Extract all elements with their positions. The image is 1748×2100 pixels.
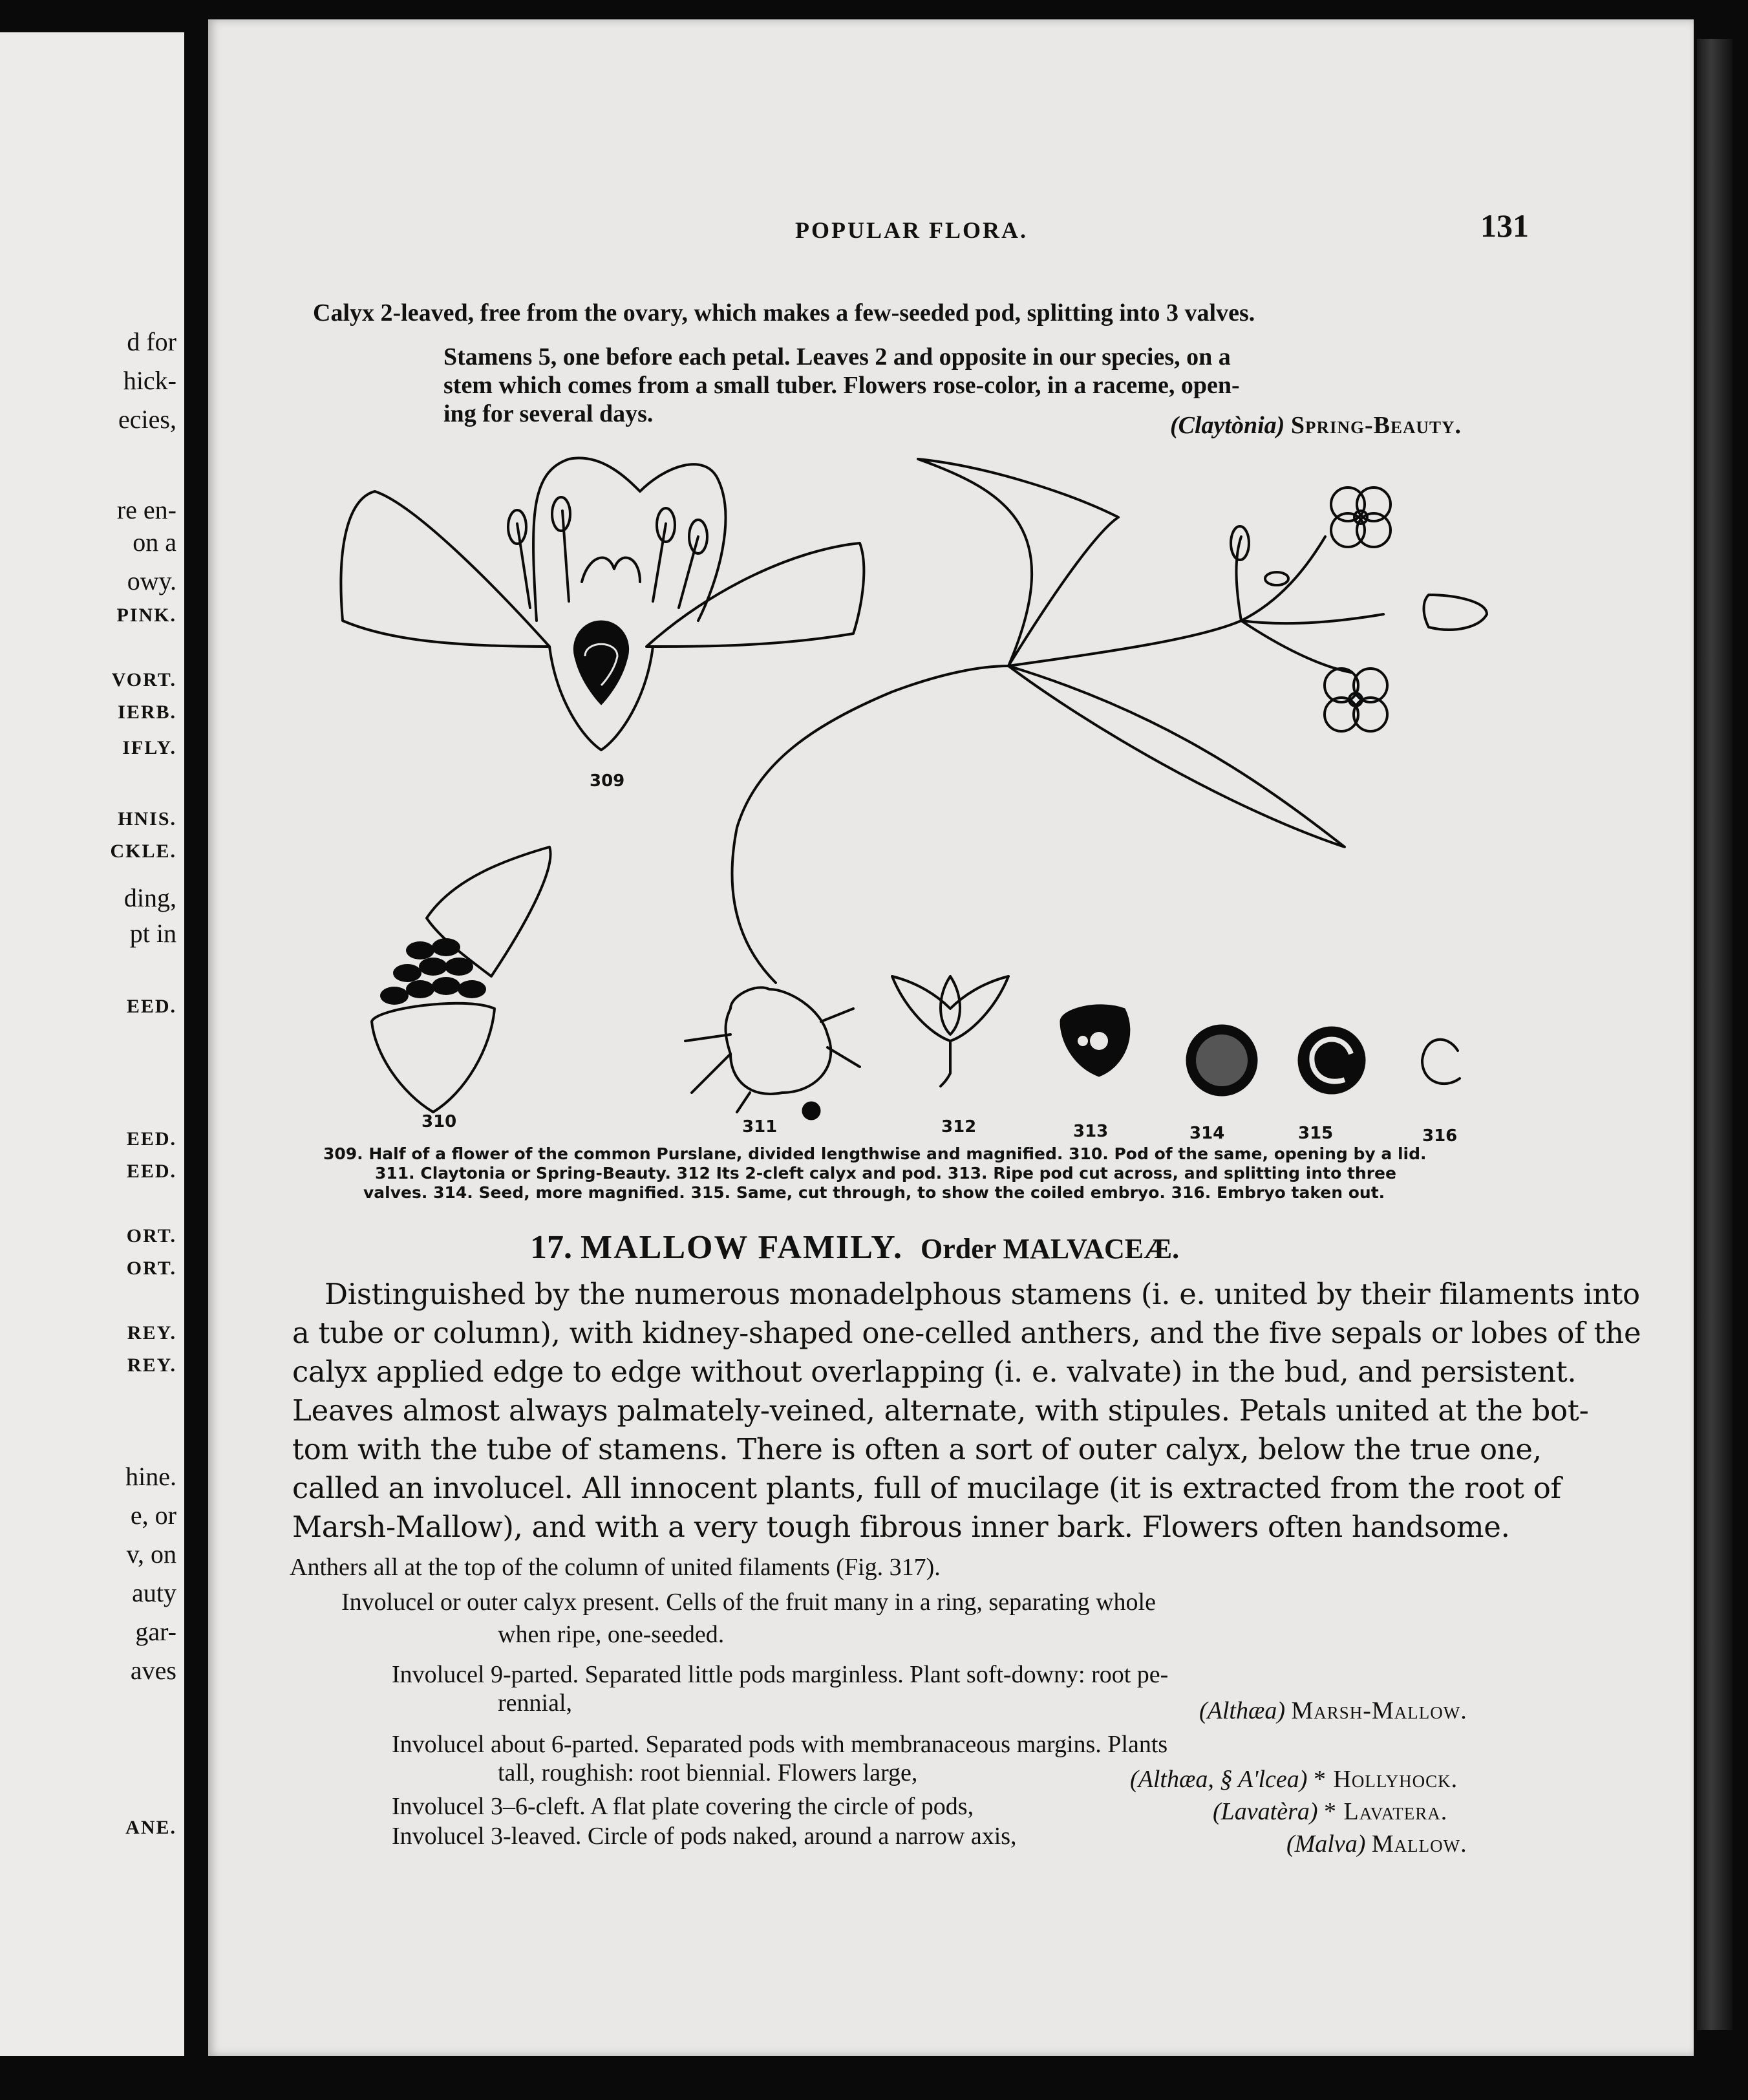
- claytonia-line-2: Stamens 5, one before each petal. Leaves 2 and opposite in our species, on a: [443, 343, 1231, 370]
- claytonia-genus: (Claytònia): [1170, 412, 1285, 439]
- facing-page-fragment: owy.: [127, 566, 176, 595]
- paragraph-line-5: tom with the tube of stamens. There is often a sort of outer calyx, below the true one,: [292, 1432, 1542, 1466]
- key-genus-5: (Lavatèra): [1213, 1798, 1318, 1825]
- key-line-2a: Involucel or outer calyx present. Cells of the fruit many in a ring, separating whole: [341, 1589, 1156, 1616]
- claytonia-common: Spring-Beauty.: [1290, 412, 1462, 439]
- fig-label-312: 312: [941, 1117, 977, 1137]
- embryo-figure: [1422, 1040, 1460, 1084]
- running-head: POPULAR FLORA.: [795, 217, 1028, 243]
- fig-label-316: 316: [1422, 1126, 1458, 1146]
- facing-page-fragment: EED.: [126, 1128, 176, 1150]
- facing-page-fragment: ding,: [123, 883, 176, 912]
- paragraph-line-6: called an involucel. All innocent plants, full of mucilage (it is extracted from the root of: [292, 1471, 1561, 1505]
- facing-page-fragment: v, on: [126, 1539, 176, 1569]
- section-title: MALLOW FAMILY.: [581, 1229, 903, 1266]
- fig-label-310: 310: [421, 1112, 457, 1131]
- paragraph-line-2: a tube or column), with kidney-shaped one-celled anthers, and the five sepals or lobes of the: [292, 1316, 1641, 1350]
- facing-page-fragment: ANE.: [125, 1817, 176, 1838]
- purslane-half-flower-figure: [341, 458, 864, 750]
- facing-page-fragment: ecies,: [118, 405, 176, 434]
- facing-page-fragment: REY.: [127, 1322, 176, 1344]
- seed-figure: [1186, 1025, 1257, 1096]
- key-genus-6: (Malva): [1286, 1830, 1366, 1858]
- key-line-3b: rennial,: [498, 1689, 573, 1717]
- fig-label-311: 311: [742, 1117, 778, 1137]
- key-common-4: * Hollyhock.: [1313, 1766, 1458, 1793]
- facing-page-fragment: ORT.: [126, 1258, 176, 1279]
- key-line-2b: when ripe, one-seeded.: [498, 1621, 725, 1648]
- facing-page-fragment: auty: [132, 1578, 176, 1607]
- claytonia-line-1: Calyx 2-leaved, free from the ovary, which makes a few-seeded pod, splitting into 3 valves.: [313, 299, 1255, 327]
- facing-page-fragment: gar-: [135, 1617, 176, 1646]
- claytonia-line-3: stem which comes from a small tuber. Flowers rose-color, in a raceme, open-: [443, 372, 1240, 399]
- paragraph-line-4: Leaves almost always palmately-veined, alternate, with stipules. Petals united at the bot-: [292, 1393, 1589, 1428]
- section-heading: [530, 1228, 1179, 1267]
- paragraph-line-1: Distinguished by the numerous monadelphous stamens (i. e. united by their filaments into: [325, 1277, 1640, 1311]
- paragraph-line-3: calyx applied edge to edge without overlapping (i. e. valvate) in the bud, and persistent.: [292, 1355, 1577, 1389]
- key-common-5: * Lavatera.: [1324, 1798, 1448, 1825]
- facing-page-fragment: on a: [133, 528, 176, 557]
- claytonia-line-4: ing for several days.: [443, 400, 654, 427]
- seed-cut-figure: [1298, 1027, 1365, 1094]
- flower-1: [1331, 488, 1391, 547]
- facing-page-fragment: EED.: [126, 996, 176, 1017]
- flower-2: [1325, 669, 1387, 731]
- key-line-5: Involucel 3–6-cleft. A flat plate covering the circle of pods,: [392, 1793, 974, 1820]
- fig-label-314: 314: [1189, 1124, 1225, 1143]
- facing-page-fragment: IERB.: [118, 702, 176, 723]
- key-name-6: [1286, 1830, 1467, 1858]
- key-common-6: Mallow.: [1371, 1830, 1467, 1858]
- key-line-3a: Involucel 9-parted. Separated little pods marginless. Plant soft-downy: root pe-: [392, 1661, 1169, 1688]
- key-genus-4: (Althæa, § A'lcea): [1130, 1766, 1308, 1793]
- fig-label-315: 315: [1298, 1124, 1334, 1143]
- key-genus-3: (Althæa): [1199, 1697, 1285, 1724]
- fig-label-313: 313: [1073, 1122, 1109, 1141]
- key-line-4a: Involucel about 6-parted. Separated pods with membranaceous margins. Plants: [392, 1731, 1168, 1758]
- facing-page-fragment: HNIS.: [118, 808, 176, 830]
- key-line-1: Anthers all at the top of the column of united filaments (Fig. 317).: [290, 1554, 941, 1581]
- key-name-3: [1199, 1697, 1467, 1725]
- paragraph-line-7: Marsh-Mallow), and with a very tough fibrous inner bark. Flowers often handsome.: [292, 1510, 1510, 1544]
- figure-caption-line-1: 309. Half of a flower of the common Purslane, divided lengthwise and magnified. 310. Pod of the same, opening by a lid.: [323, 1144, 1427, 1163]
- facing-page-fragment: re en-: [116, 495, 176, 524]
- key-name-4: [1130, 1765, 1458, 1794]
- fig-label-309: 309: [590, 771, 625, 791]
- key-line-4b: tall, roughish: root biennial. Flowers large,: [498, 1759, 918, 1786]
- page-number: 131: [1480, 208, 1529, 244]
- section-order: Order MALVACEÆ.: [920, 1233, 1180, 1265]
- facing-page-fragment: ORT.: [126, 1225, 176, 1247]
- pod-with-lid-figure: [372, 847, 551, 1112]
- facing-page-fragment: EED.: [126, 1161, 176, 1182]
- figure-caption-line-3: valves. 314. Seed, more magnified. 315. Same, cut through, to show the coiled embryo. 316. Embryo taken out.: [363, 1183, 1385, 1202]
- section-number: 17.: [530, 1229, 572, 1266]
- facing-page-fragment: hine.: [125, 1462, 176, 1491]
- facing-page-fragment: hick-: [123, 366, 176, 395]
- figure-caption-line-2: 311. Claytonia or Spring-Beauty. 312 Its 2-cleft calyx and pod. 313. Ripe pod cut across, and splitting into three: [375, 1164, 1396, 1183]
- facing-page-fragment: pt in: [129, 919, 176, 948]
- facing-page-fragment: REY.: [127, 1355, 176, 1376]
- facing-page-fragment: d for: [127, 327, 176, 356]
- facing-page-fragment: aves: [130, 1656, 176, 1685]
- ripe-pod-figure: [1060, 1005, 1130, 1077]
- key-common-3: Marsh-Mallow.: [1291, 1697, 1467, 1724]
- key-line-6: Involucel 3-leaved. Circle of pods naked, around a narrow axis,: [392, 1823, 1017, 1850]
- facing-page-fragment: VORT.: [111, 669, 176, 691]
- facing-page-fragment: PINK.: [116, 605, 176, 626]
- key-name-5: [1213, 1797, 1447, 1826]
- calyx-and-pod-figure: [892, 976, 1008, 1086]
- facing-page-fragment: CKLE.: [110, 841, 176, 862]
- facing-page-fragment: e, or: [130, 1501, 176, 1530]
- facing-page-fragment: IFLY.: [122, 737, 176, 758]
